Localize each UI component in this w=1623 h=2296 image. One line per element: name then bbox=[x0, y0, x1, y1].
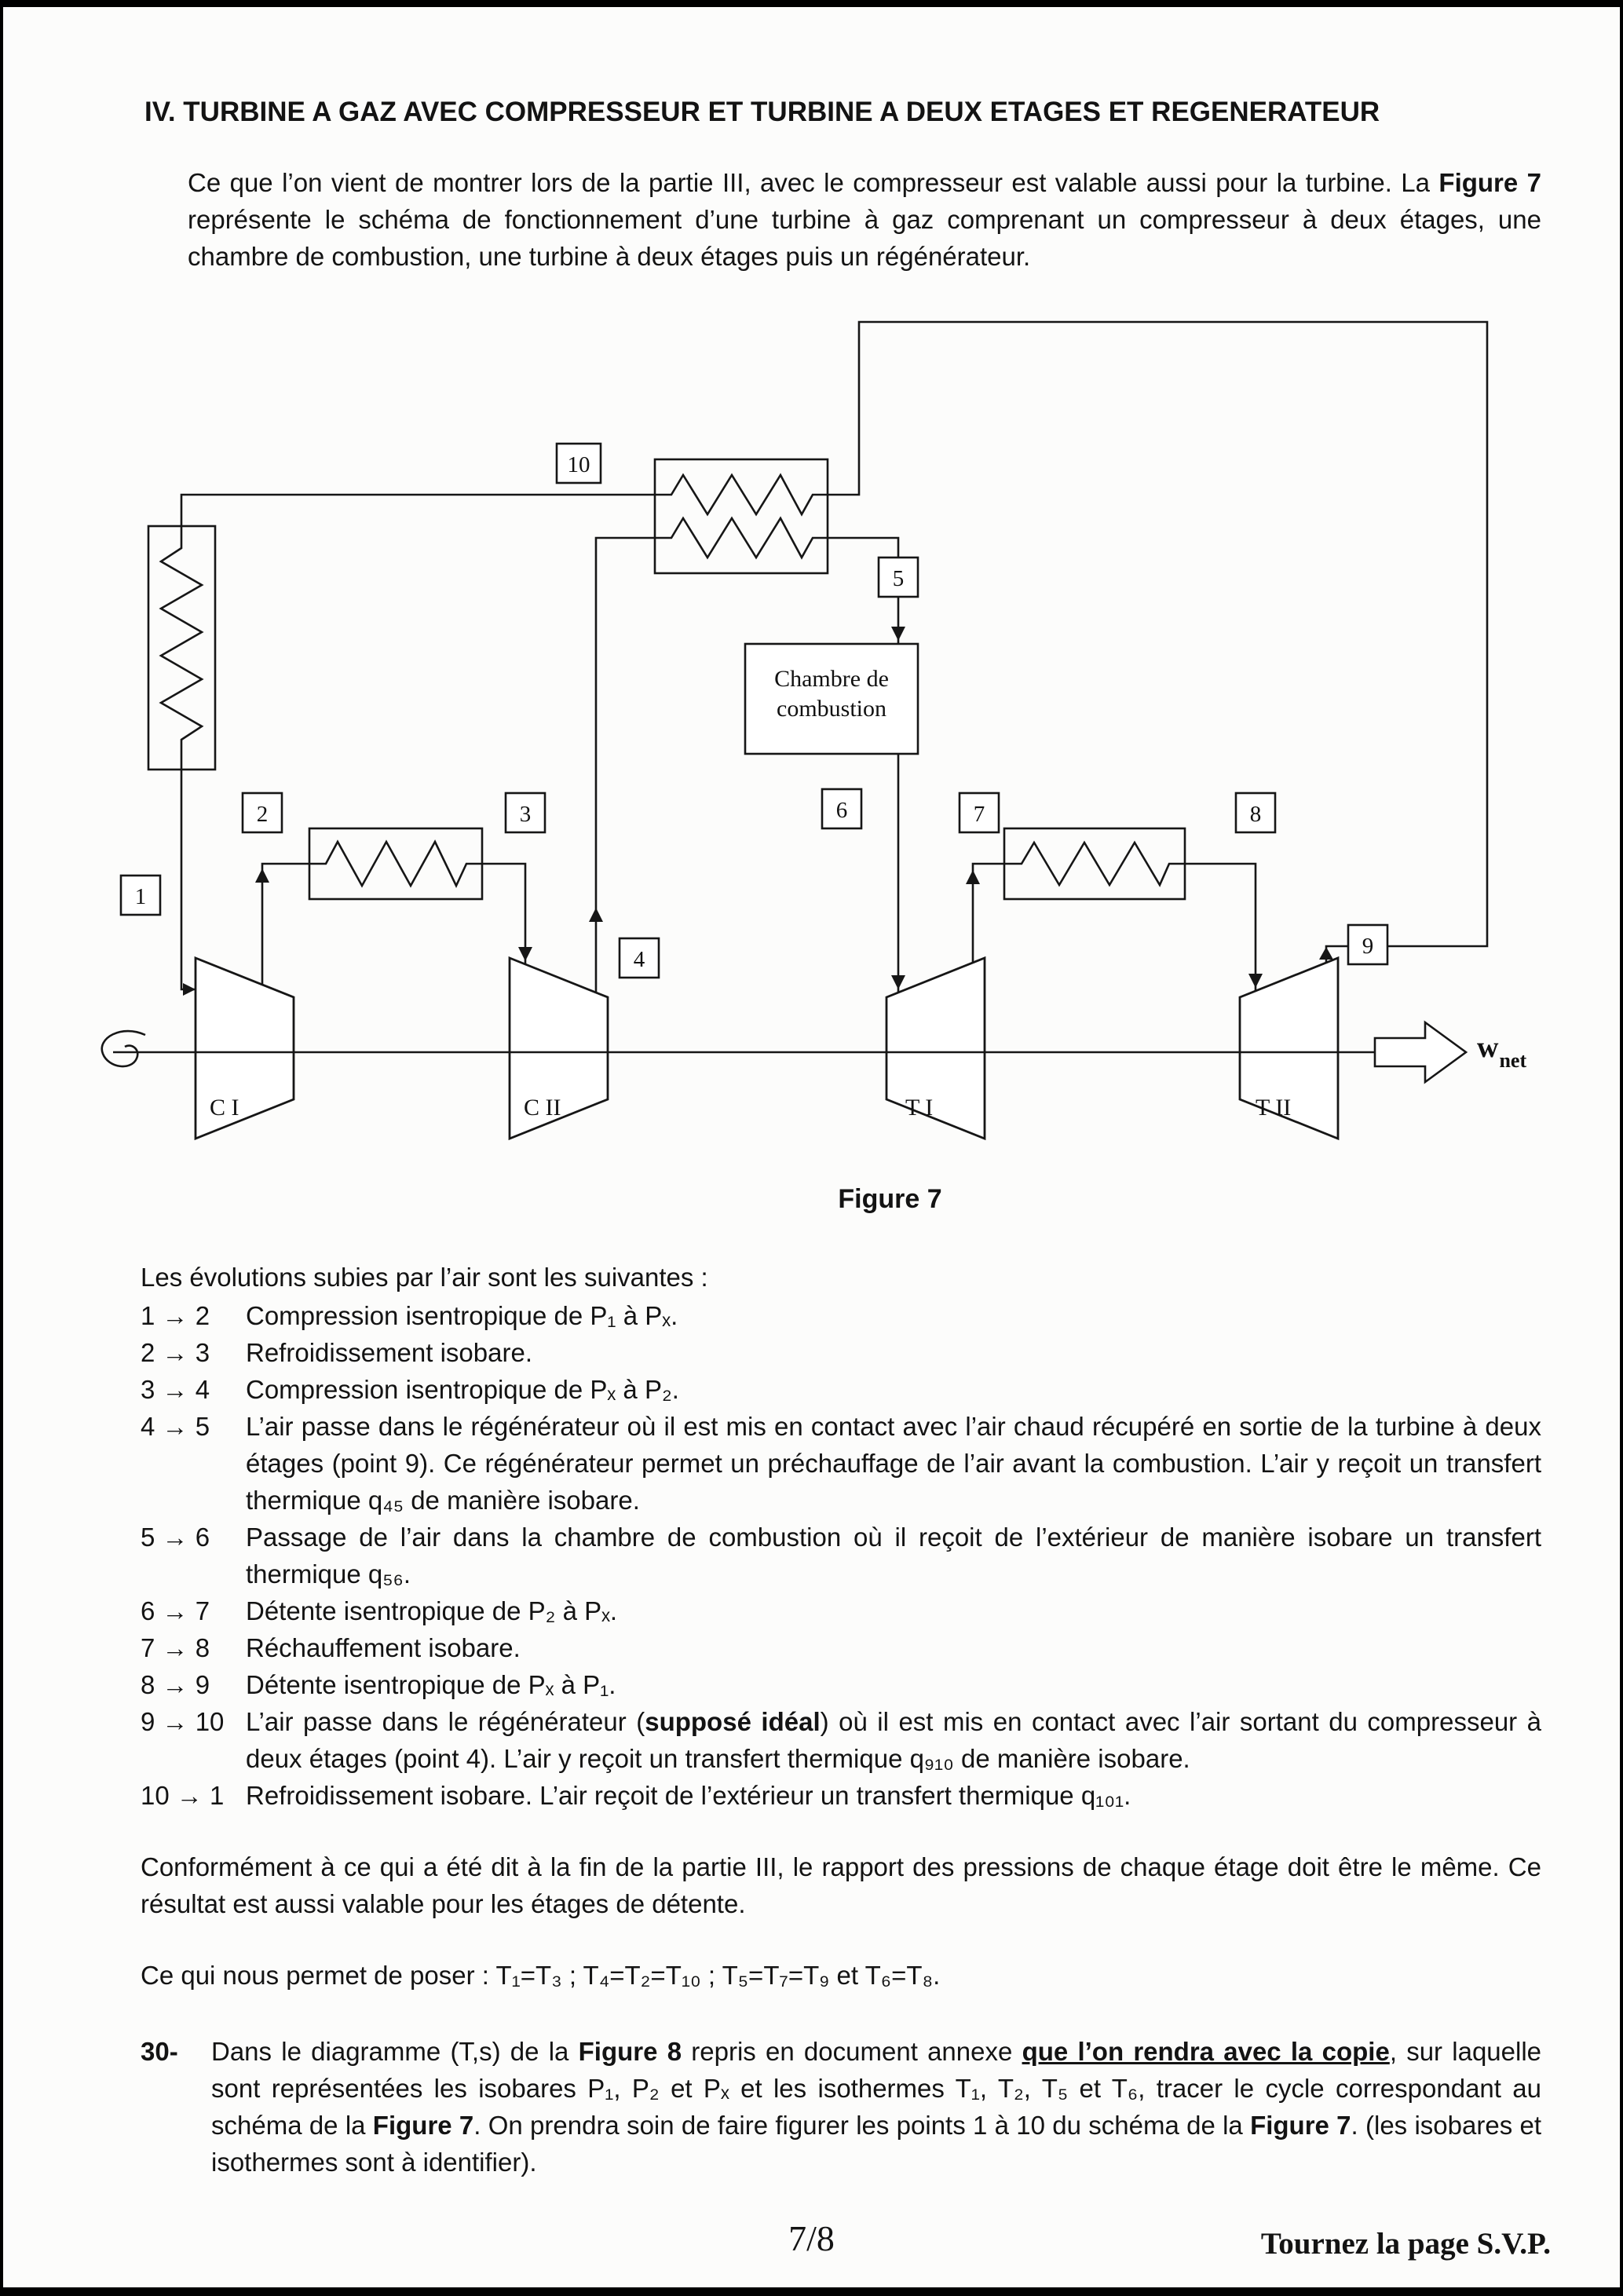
evolution-row bbox=[141, 1297, 1541, 1334]
evolution-step-label: 8 → 9 bbox=[141, 1670, 210, 1699]
evolution-step-label: 1 → 2 bbox=[141, 1301, 210, 1330]
arrow-up-7 bbox=[966, 870, 980, 884]
text-segment: . (les isobares et isothermes sont à identifier). bbox=[211, 2111, 1542, 2177]
text-segment: . On prendra soin de faire figurer les points 1 à 10 du schéma de la bbox=[473, 2111, 1251, 2140]
evolution-row bbox=[141, 1408, 1541, 1519]
figure-7 bbox=[70, 283, 1573, 1172]
text-segment: Refroidissement isobare. bbox=[246, 1338, 532, 1367]
figure-caption: Figure 7 bbox=[838, 1184, 942, 1214]
arrow-down-3 bbox=[518, 947, 532, 961]
page-number: 7/8 bbox=[788, 2218, 835, 2258]
turbine-1-label: T I bbox=[905, 1095, 934, 1121]
evolution-row bbox=[141, 1334, 1541, 1371]
text-segment: Réchauffement isobare. bbox=[246, 1633, 521, 1662]
text-segment: que l’on rendra avec la copie bbox=[1022, 2037, 1390, 2066]
text-segment: Dans le diagramme (T,s) de la bbox=[211, 2037, 579, 2066]
pressure-ratio-paragraph: Conformément à ce qui a été dit à la fin de la partie III, le rapport des pressions de chaque étage doit être le même. Ce résultat est aussi valable pour les étages de détente. bbox=[141, 1852, 1541, 1918]
text-segment: Compression isentropique de P₁ à Pₓ. bbox=[246, 1301, 678, 1330]
text-segment: L’air passe dans le régénérateur ( bbox=[246, 1707, 645, 1736]
text-segment: ) où il est mis en contact avec l’air sortant du compresseur à deux étages (point 4). L’air y reçoit un transfert thermique q₉₁₀ de manière isobare. bbox=[246, 1707, 1542, 1773]
temperature-relations-paragraph: Ce qui nous permet de poser : T₁=T₃ ; T₄=T₂=T₁₀ ; T₅=T₇=T₉ et T₆=T₈. bbox=[141, 1961, 941, 1990]
evolution-row bbox=[141, 1777, 1541, 1814]
question-30-text bbox=[211, 2033, 1541, 2181]
evolution-step-text bbox=[246, 1629, 1541, 1666]
evolution-row bbox=[141, 1519, 1541, 1592]
evolution-step-label: 10 → 1 bbox=[141, 1781, 225, 1810]
arrow-right-1 bbox=[183, 983, 196, 996]
state-label-1: 1 bbox=[134, 884, 147, 909]
combustion-chamber-label-line1: Chambre de bbox=[774, 666, 889, 692]
text-segment: Figure 7 bbox=[1250, 2111, 1351, 2140]
arrow-down-8 bbox=[1248, 974, 1263, 988]
state-label-5: 5 bbox=[892, 566, 905, 591]
evolution-step-text bbox=[246, 1703, 1541, 1777]
evolution-step-label: 4 → 5 bbox=[141, 1412, 210, 1441]
work-output-arrow bbox=[1375, 1022, 1466, 1082]
evolution-row bbox=[141, 1592, 1541, 1629]
state-label-6: 6 bbox=[835, 798, 848, 823]
compressor-2-label: C II bbox=[524, 1095, 561, 1121]
state-label-7: 7 bbox=[973, 802, 985, 827]
evolution-step-text bbox=[246, 1592, 1541, 1629]
state-label-3: 3 bbox=[519, 802, 532, 827]
section-title: IV. TURBINE A GAZ AVEC COMPRESSEUR ET TURBINE A DEUX ETAGES ET REGENERATEUR bbox=[144, 97, 1380, 127]
evolution-step-label: 2 → 3 bbox=[141, 1338, 210, 1367]
evolution-step-label: 6 → 7 bbox=[141, 1596, 210, 1625]
flow-line-9-to-regenerator bbox=[828, 322, 1487, 963]
cooler-box bbox=[148, 526, 215, 770]
flow-line-10-cooler-to-1 bbox=[161, 495, 655, 989]
arrow-up-4 bbox=[589, 908, 603, 922]
text-segment: , sur laquelle sont représentées les isobares P₁, P₂ et Pₓ et les isothermes T₁, T₂, T₅ et T₆, tracer le cycle correspondant au schéma de la bbox=[211, 2037, 1542, 2140]
wnet-label bbox=[1477, 1031, 1526, 1072]
evolutions-heading: Les évolutions subies par l’air sont les suivantes : bbox=[141, 1263, 708, 1292]
reheater-coil bbox=[1004, 843, 1185, 885]
evolution-step-text bbox=[246, 1297, 1541, 1334]
intro-paragraph bbox=[188, 164, 1541, 275]
flow-line-2 bbox=[262, 864, 309, 985]
evolution-step-text bbox=[246, 1408, 1541, 1519]
intercooler-box bbox=[309, 828, 482, 899]
compressor-1-label: C I bbox=[210, 1095, 239, 1121]
arrow-up-9 bbox=[1319, 947, 1333, 960]
text-segment: repris en document annexe bbox=[682, 2037, 1022, 2066]
text-segment: Refroidissement isobare. L’air reçoit de l’extérieur un transfert thermique q₁₀₁. bbox=[246, 1781, 1131, 1810]
text-segment: L’air passe dans le régénérateur où il est mis en contact avec l’air chaud récupéré en sortie de la turbine à deux étages (point 9). Ce régénérateur permet un préchauffage de l’air avant la combustion. L’air y reçoit un transfert thermique q₄₅ de manière isobare. bbox=[246, 1412, 1541, 1515]
text-segment: Détente isentropique de P₂ à Pₓ. bbox=[246, 1596, 618, 1625]
wnet-main: w bbox=[1477, 1031, 1499, 1064]
turbine-2-label: T II bbox=[1256, 1095, 1292, 1121]
evolution-row bbox=[141, 1371, 1541, 1408]
intercooler-coil bbox=[309, 842, 482, 886]
page-footer bbox=[3, 2220, 1620, 2267]
text-segment: Passage de l’air dans la chambre de combustion où il reçoit de l’extérieur de manière isobare un transfert thermique q₅₆. bbox=[246, 1523, 1541, 1589]
text-segment: Figure 7 bbox=[1438, 168, 1542, 197]
state-label-9: 9 bbox=[1362, 934, 1374, 959]
text-segment: représente le schéma de fonctionnement d’une turbine à gaz comprenant un compresseur à deux étages, une chambre de combustion, une turbine à deux étages puis un régénérateur. bbox=[188, 205, 1541, 271]
regenerator-cold-coil bbox=[655, 518, 828, 558]
evolution-step-text bbox=[246, 1334, 1541, 1371]
state-label-4: 4 bbox=[633, 947, 645, 972]
evolution-row bbox=[141, 1666, 1541, 1703]
evolution-step-text bbox=[246, 1371, 1541, 1408]
gas-turbine-schematic bbox=[70, 283, 1577, 1162]
flow-line-8 bbox=[1185, 864, 1256, 991]
evolution-step-label: 7 → 8 bbox=[141, 1633, 210, 1662]
flow-line-4 bbox=[596, 538, 655, 993]
state-label-2: 2 bbox=[256, 802, 269, 827]
arrow-down-5 bbox=[891, 627, 905, 641]
flow-line-3 bbox=[482, 864, 525, 964]
regenerator-hot-coil bbox=[655, 475, 828, 514]
evolution-step-text bbox=[246, 1777, 1541, 1814]
evolution-step-label: 5 → 6 bbox=[141, 1523, 210, 1552]
turbine-1-shape bbox=[886, 958, 985, 1139]
flow-line-7 bbox=[973, 864, 1004, 963]
text-segment: Figure 7 bbox=[372, 2111, 474, 2140]
reheater-box bbox=[1004, 828, 1185, 899]
text-segment: Figure 8 bbox=[578, 2037, 682, 2066]
evolution-row bbox=[141, 1703, 1541, 1777]
state-label-8: 8 bbox=[1249, 802, 1262, 827]
question-30 bbox=[141, 2033, 1541, 2181]
turn-page-note: Tournez la page S.V.P. bbox=[1260, 2227, 1551, 2261]
text-segment: supposé idéal bbox=[645, 1707, 821, 1736]
text-segment: Détente isentropique de Pₓ à P₁. bbox=[246, 1670, 616, 1699]
combustion-chamber-label-line2: combustion bbox=[777, 696, 886, 722]
text-segment: Ce que l’on vient de montrer lors de la partie III, avec le compresseur est valable aussi pour la turbine. La bbox=[188, 168, 1439, 197]
arrow-up-2 bbox=[255, 868, 269, 883]
shaft-end-coil bbox=[102, 1031, 145, 1066]
arrow-down-6 bbox=[891, 975, 905, 989]
evolutions-list bbox=[141, 1297, 1541, 1814]
wnet-subscript: net bbox=[1499, 1049, 1527, 1072]
evolution-step-text bbox=[246, 1519, 1541, 1592]
question-30-number: 30- bbox=[141, 2037, 178, 2066]
state-label-10: 10 bbox=[567, 452, 590, 477]
evolution-step-label: 9 → 10 bbox=[141, 1707, 225, 1736]
text-segment: Compression isentropique de Pₓ à P₂. bbox=[246, 1375, 679, 1404]
evolution-row bbox=[141, 1629, 1541, 1666]
evolution-step-label: 3 → 4 bbox=[141, 1375, 210, 1404]
evolution-step-text bbox=[246, 1666, 1541, 1703]
